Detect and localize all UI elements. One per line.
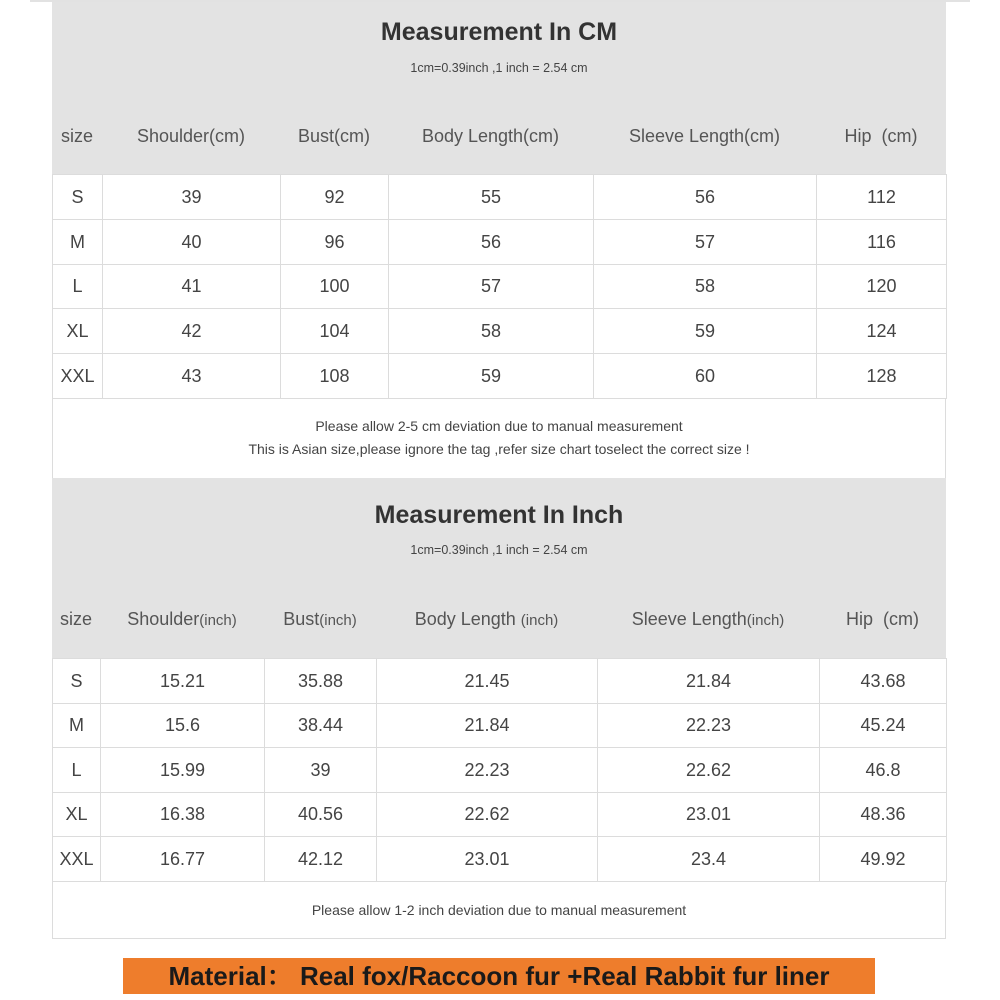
material-banner: Material： Real fox/Raccoon fur +Real Rabbit fur liner xyxy=(123,958,875,994)
body-length-cell: 58 xyxy=(389,309,594,354)
inch-header-row xyxy=(52,599,946,639)
size-cell: S xyxy=(53,175,103,220)
hip-cell: 49.92 xyxy=(820,837,947,882)
sleeve-length-cell: 21.84 xyxy=(598,659,820,704)
shoulder-cell: 39 xyxy=(103,175,281,220)
size-cell: L xyxy=(53,265,103,309)
inch-header-body-length: Body Length (inch) xyxy=(414,609,559,629)
shoulder-cell: 16.38 xyxy=(101,793,265,837)
shoulder-cell: 42 xyxy=(103,309,281,354)
hip-cell: 48.36 xyxy=(820,793,947,837)
sleeve-length-cell: 59 xyxy=(594,309,817,354)
table-row xyxy=(53,748,947,793)
asian-size-note: This is Asian size,please ignore the tag ,refer size chart toselect the correct size ! xyxy=(248,441,750,457)
body-length-cell: 55 xyxy=(389,175,594,220)
cm-deviation-note: Please allow 2-5 cm deviation due to manual measurement xyxy=(315,418,683,434)
body-length-cell: 22.23 xyxy=(377,748,598,793)
sleeve-length-cell: 22.23 xyxy=(598,704,820,748)
body-length-cell: 59 xyxy=(389,354,594,399)
bust-cell: 40.56 xyxy=(265,793,377,837)
inch-header-sleeve-length: Sleeve Length(inch) xyxy=(631,609,785,629)
shoulder-cell: 40 xyxy=(103,220,281,265)
size-cell: S xyxy=(53,659,101,704)
size-cell: M xyxy=(53,704,101,748)
cm-size-chart xyxy=(52,2,946,480)
size-cell: M xyxy=(53,220,103,265)
inch-header-shoulder: Shoulder(inch) xyxy=(127,609,237,629)
size-cell: XL xyxy=(53,309,103,354)
sleeve-length-cell: 57 xyxy=(594,220,817,265)
hip-cell: 124 xyxy=(817,309,947,354)
sleeve-length-cell: 22.62 xyxy=(598,748,820,793)
shoulder-cell: 15.99 xyxy=(101,748,265,793)
bust-cell: 96 xyxy=(281,220,389,265)
inch-section-header xyxy=(52,478,946,658)
cm-header-bust: Bust(cm) xyxy=(298,126,370,146)
body-length-cell: 22.62 xyxy=(377,793,598,837)
size-cell: XXL xyxy=(53,354,103,399)
cm-header-row xyxy=(52,116,946,156)
table-row xyxy=(53,309,947,354)
cm-table xyxy=(52,174,947,399)
hip-cell: 45.24 xyxy=(820,704,947,748)
body-length-cell: 21.84 xyxy=(377,704,598,748)
size-cell: XXL xyxy=(53,837,101,882)
inch-deviation-note: Please allow 1-2 inch deviation due to manual measurement xyxy=(311,902,687,918)
inch-subtitle: 1cm=0.39inch ,1 inch = 2.54 cm xyxy=(410,543,588,557)
bust-cell: 38.44 xyxy=(265,704,377,748)
bust-cell: 104 xyxy=(281,309,389,354)
cm-header-size: size xyxy=(60,126,93,146)
size-cell: L xyxy=(53,748,101,793)
inch-header-bust: Bust(inch) xyxy=(283,609,357,629)
body-length-cell: 56 xyxy=(389,220,594,265)
body-length-cell: 57 xyxy=(389,265,594,309)
cm-header-hip: Hip (cm) xyxy=(844,126,918,146)
bust-cell: 92 xyxy=(281,175,389,220)
inch-header-size: size xyxy=(59,609,92,629)
shoulder-cell: 41 xyxy=(103,265,281,309)
table-row xyxy=(53,837,947,882)
sleeve-length-cell: 58 xyxy=(594,265,817,309)
shoulder-cell: 43 xyxy=(103,354,281,399)
hip-cell: 112 xyxy=(817,175,947,220)
cm-subtitle: 1cm=0.39inch ,1 inch = 2.54 cm xyxy=(410,61,588,75)
bust-cell: 108 xyxy=(281,354,389,399)
size-cell: XL xyxy=(53,793,101,837)
sleeve-length-cell: 23.01 xyxy=(598,793,820,837)
cm-title: Measurement In CM xyxy=(380,18,618,46)
table-row xyxy=(53,265,947,309)
bust-cell: 39 xyxy=(265,748,377,793)
inch-table xyxy=(52,658,947,882)
sleeve-length-cell: 60 xyxy=(594,354,817,399)
table-row xyxy=(53,220,947,265)
table-row xyxy=(53,175,947,220)
hip-cell: 46.8 xyxy=(820,748,947,793)
table-row xyxy=(53,659,947,704)
body-length-cell: 23.01 xyxy=(377,837,598,882)
bust-cell: 35.88 xyxy=(265,659,377,704)
table-row xyxy=(53,354,947,399)
sleeve-length-cell: 56 xyxy=(594,175,817,220)
bust-cell: 100 xyxy=(281,265,389,309)
sleeve-length-cell: 23.4 xyxy=(598,837,820,882)
shoulder-cell: 16.77 xyxy=(101,837,265,882)
bust-cell: 42.12 xyxy=(265,837,377,882)
cm-header-shoulder: Shoulder(cm) xyxy=(136,126,246,146)
cm-header-sleeve-length: Sleeve Length(cm) xyxy=(628,126,781,146)
inch-header-hip: Hip (cm) xyxy=(846,609,919,629)
hip-cell: 43.68 xyxy=(820,659,947,704)
inch-title: Measurement In Inch xyxy=(374,501,624,529)
hip-cell: 116 xyxy=(817,220,947,265)
cm-note xyxy=(52,399,946,480)
table-row xyxy=(53,704,947,748)
shoulder-cell: 15.6 xyxy=(101,704,265,748)
inch-size-chart xyxy=(52,478,946,939)
hip-cell: 120 xyxy=(817,265,947,309)
hip-cell: 128 xyxy=(817,354,947,399)
body-length-cell: 21.45 xyxy=(377,659,598,704)
cm-section-header xyxy=(52,2,946,174)
shoulder-cell: 15.21 xyxy=(101,659,265,704)
cm-header-body-length: Body Length(cm) xyxy=(421,126,560,146)
table-row xyxy=(53,793,947,837)
inch-note xyxy=(52,882,946,939)
